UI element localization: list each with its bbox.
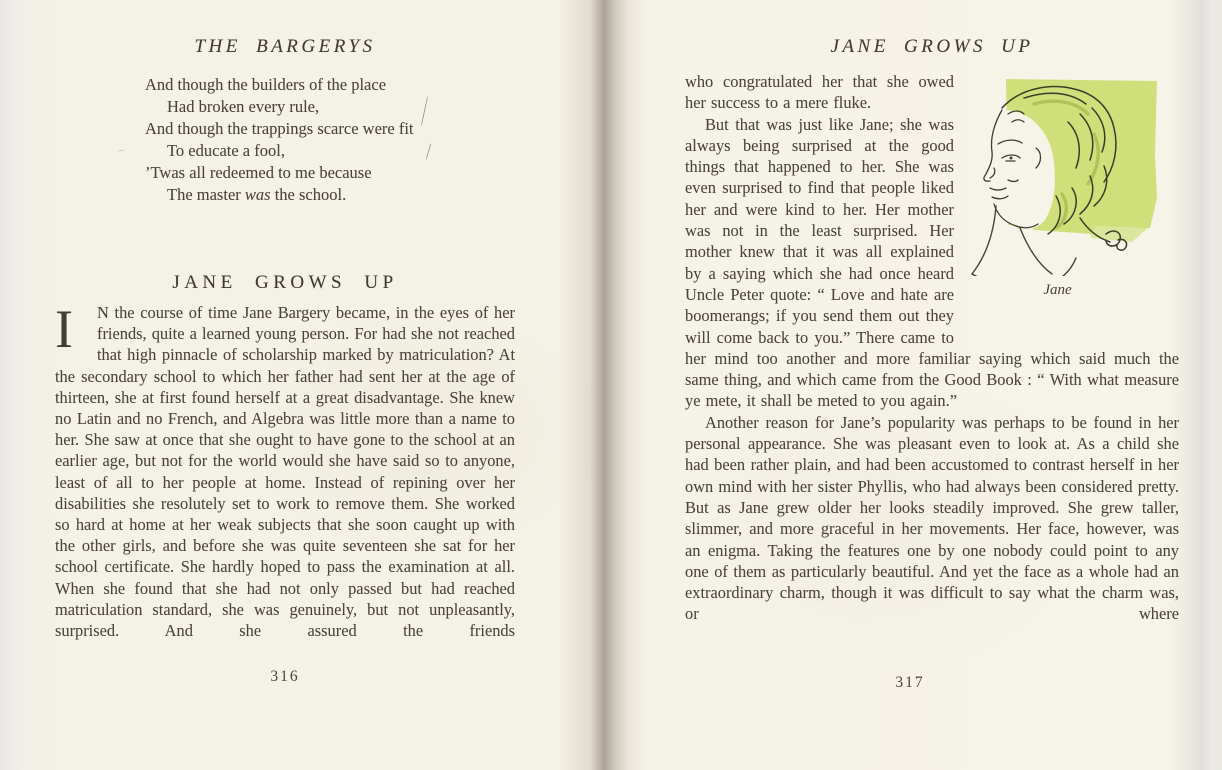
poem-line: And though the builders of the place <box>145 75 387 94</box>
left-running-header: THE BARGERYS <box>194 36 376 57</box>
chapter-heading: JANE GROWS UP <box>172 272 398 293</box>
left-page-number: 316 <box>270 668 300 685</box>
poem-line: To educate a fool, <box>167 141 285 160</box>
right-running-header: JANE GROWS UP <box>830 36 1034 57</box>
poem-line: ’Twas all redeemed to me because <box>145 163 372 182</box>
illustration-caption: Jane <box>1043 282 1072 298</box>
paragraph: who congratulated her that she owed her success to a mere fluke. <box>685 72 954 113</box>
drop-cap: I <box>55 299 73 359</box>
paragraph: Another reason for Jane’s popularity was perhaps to be found in her personal appearance. She was pleasant even to look at. As a child she had been rather plain, and had been accustomed to contrast herself in her own mind with her sister Phyllis, who had always been considered pretty. But as Jane grew older her looks steadily improved. She grew taller, slimmer, and more graceful in her movements. Her face, however, was an enigma. Taking the features one by one nobody could point to any one of them as particularly beautiful. And yet the face as a whole had an extraordinary charm, though it was difficult to say what the charm was, or where <box>685 412 1179 624</box>
paragraph: But that was just like Jane; she was always being surprised at the good things that happened to her. She was even surprised to find that people liked her and were kind to her. Her mother was not in the least surprised. Her mother knew that it was all explained by a saying which she had once heard Uncle Peter quote: “ Love and hate are boomerangs; if you send them out they will come back to you.” There came to her mind too another and more familiar saying which said much the same thing, and which came from the Good Book : “ With what measure ye mete, it shall be meted to you again.” <box>685 114 1179 411</box>
right-page-text <box>685 71 1179 625</box>
poem-line-text: the school. <box>270 185 347 204</box>
right-page-number: 317 <box>895 674 925 691</box>
poem-line: Had broken every rule, <box>167 97 320 116</box>
jane-illustration <box>964 71 1179 329</box>
poem-line-emphasis: was <box>244 185 271 204</box>
jane-sketch-image <box>964 76 1179 276</box>
poem-line: And though the trappings scarce were fit <box>145 119 414 138</box>
poem-line-text: The master <box>167 185 245 204</box>
paragraph-text: N the course of time Jane Bargery became, in the eyes of her friends, quite a learned young person. For had she not reached that high pinnacle of scholarship marked by matriculation? At the secondary school to which her father had sent her at the age of thirteen, she at first found herself at a great disadvantage. She knew no Latin and no French, and Algebra was little more than a name to her. She saw at once that she ought to have gone to the school at an earlier age, but not for the world would she have said so to anyone, least of all to her people at home. Instead of repining over her disabilities she resolutely set to work to remove them. She worked so hard at home at her weak subjects that she soon caught up with the other girls, and before she was quite seventeen she sat for her school certificate. She hardly hoped to pass the examination at all. When she found that she had not only passed but had reached matriculation standard, she was genuinely, but not unpleasantly, surprised. And she assured the friends <box>55 303 515 641</box>
